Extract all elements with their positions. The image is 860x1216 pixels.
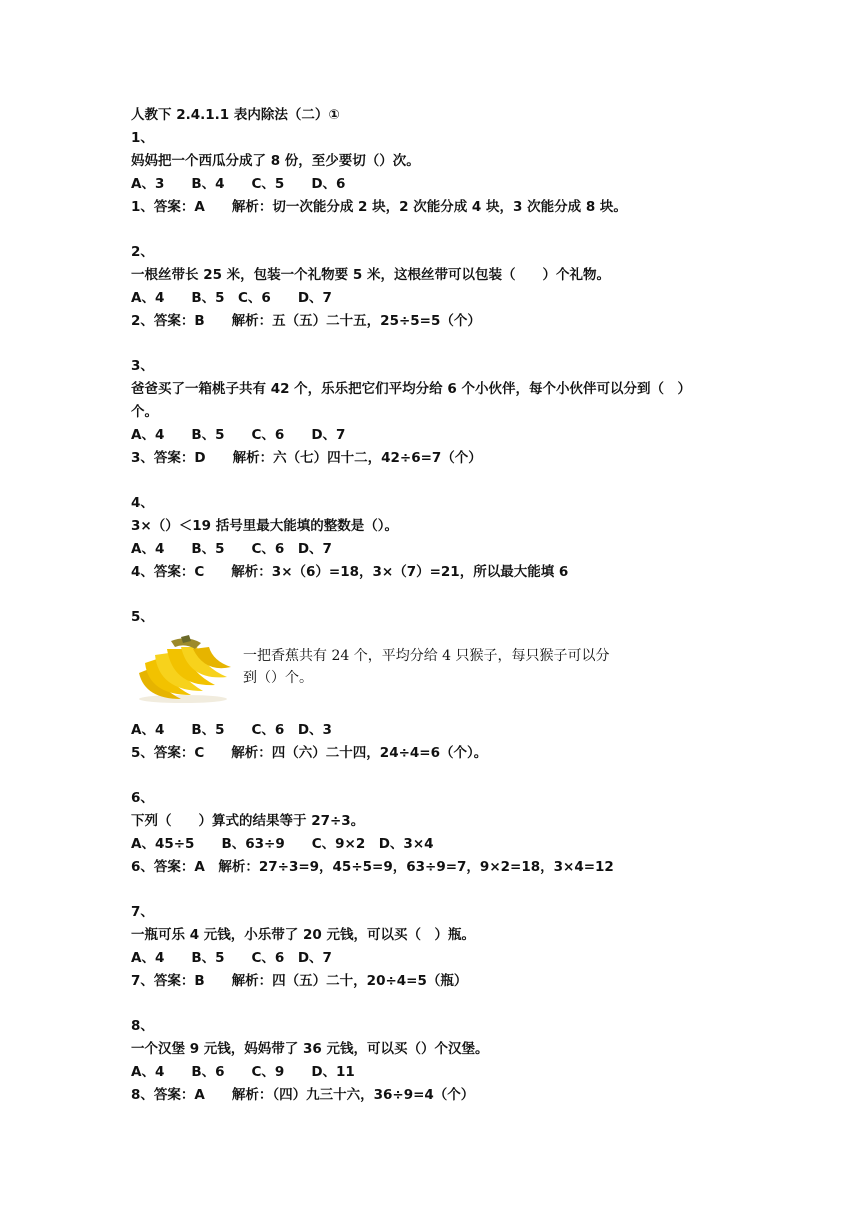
question-5-number: 5、 [131,609,154,625]
question-6-options: A、45÷5 B、63÷9 C、9×2 D、3×4 [131,836,434,852]
spacer [131,584,771,606]
spacer [131,879,771,901]
question-4-stem: 3×（）＜19 括号里最大能填的整数是（）。 [131,518,398,534]
question-3-answer: 3、答案：D 解析：六（七）四十二，42÷6=7（个） [131,450,482,466]
banana-bunch-icon [131,633,233,705]
worksheet-content [131,104,771,1107]
question-4-options: A、4 B、5 C、6 D、7 [131,541,332,557]
question-3-options: A、4 B、5 C、6 D、7 [131,427,346,443]
question-4-answer: 4、答案：C 解析：3×（6）=18，3×（7）=21，所以最大能填 6 [131,564,569,580]
spacer [131,993,771,1015]
question-2-options: A、4 B、5 C、6 D、7 [131,290,332,306]
question-7-options: A、4 B、5 C、6 D、7 [131,950,332,966]
question-7-answer: 7、答案：B 解析：四（五）二十，20÷4=5（瓶） [131,973,468,989]
question-1-answer: 1、答案：A 解析：切一次能分成 2 块，2 次能分成 4 块，3 次能分成 8 块。 [131,199,627,215]
question-5-options: A、4 B、5 C、6 D、3 [131,722,332,738]
question-2-number: 2、 [131,244,154,260]
question-4-number: 4、 [131,495,154,511]
spacer [131,333,771,355]
question-5-answer: 5、答案：C 解析：四（六）二十四，24÷4=6（个）。 [131,745,488,761]
question-8-number: 8、 [131,1018,154,1034]
question-3-stem-continued: 个。 [131,404,158,420]
page-title: 人教下 2.4.1.1 表内除法（二）① [131,107,340,123]
question-8-answer: 8、答案：A 解析：（四）九三十六，36÷9=4（个） [131,1087,475,1103]
question-5-body [131,633,771,715]
question-7-number: 7、 [131,904,154,920]
question-3-number: 3、 [131,358,154,374]
question-5-stem: 一把香蕉共有 24 个，平均分给 4 只猴子，每只猴子可以分到（）个。 [243,648,610,686]
question-8-stem: 一个汉堡 9 元钱，妈妈带了 36 元钱，可以买（）个汉堡。 [131,1041,489,1057]
spacer [131,470,771,492]
spacer [131,765,771,787]
question-6-stem: 下列（ ）算式的结果等于 27÷3。 [131,813,365,829]
question-6-number: 6、 [131,790,154,806]
question-8-options: A、4 B、6 C、9 D、11 [131,1064,355,1080]
question-1-options: A、3 B、4 C、5 D、6 [131,176,346,192]
question-1-number: 1、 [131,130,154,146]
spacer [131,219,771,241]
question-2-answer: 2、答案：B 解析：五（五）二十五，25÷5=5（个） [131,313,481,329]
question-7-stem: 一瓶可乐 4 元钱，小乐带了 20 元钱，可以买（ ）瓶。 [131,927,475,943]
question-6-answer: 6、答案：A 解析：27÷3=9，45÷5=9，63÷9=7，9×2=18，3×4=12 [131,859,614,875]
question-2-stem: 一根丝带长 25 米，包装一个礼物要 5 米，这根丝带可以包装（ ）个礼物。 [131,267,610,283]
question-1-stem: 妈妈把一个西瓜分成了 8 份，至少要切（）次。 [131,153,420,169]
question-3-stem: 爸爸买了一箱桃子共有 42 个，乐乐把它们平均分给 6 个小伙伴，每个小伙伴可以分到（ ） [131,381,691,397]
